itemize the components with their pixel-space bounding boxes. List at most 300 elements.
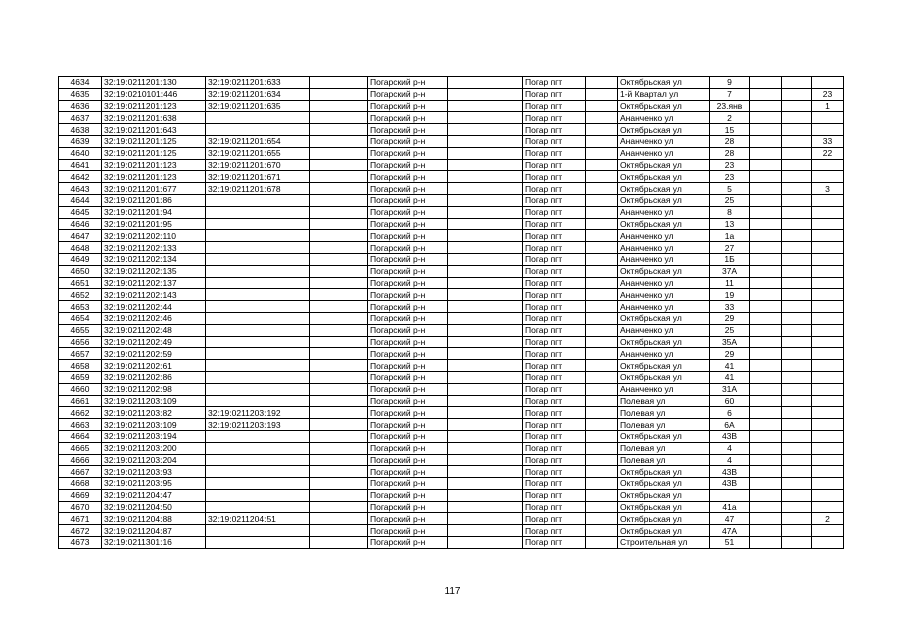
- house-number-cell: 6: [710, 407, 750, 419]
- house-number-cell: 23: [710, 171, 750, 183]
- blank-cell: [586, 253, 618, 265]
- street-cell: Полевая ул: [618, 442, 710, 454]
- apartment-cell: [812, 159, 844, 171]
- row-number-cell: 4655: [59, 324, 102, 336]
- row-number-cell: 4638: [59, 124, 102, 136]
- district-cell: Погарский р-н: [368, 253, 448, 265]
- blank-cell: [750, 383, 782, 395]
- blank-cell: [586, 171, 618, 183]
- cadastral-number-cell: 32:19:0211203:200: [102, 442, 206, 454]
- blank-cell: [586, 277, 618, 289]
- related-cadastral-number-cell: [206, 301, 310, 313]
- blank-cell: [448, 466, 523, 478]
- apartment-cell: [812, 466, 844, 478]
- blank-cell: [750, 371, 782, 383]
- blank-cell: [448, 525, 523, 537]
- blank-cell: [310, 230, 368, 242]
- blank-cell: [448, 442, 523, 454]
- apartment-cell: [812, 312, 844, 324]
- cadastral-number-cell: 32:19:0211202:49: [102, 336, 206, 348]
- cadastral-number-cell: 32:19:0211204:50: [102, 501, 206, 513]
- blank-cell: [448, 135, 523, 147]
- blank-cell: [448, 206, 523, 218]
- blank-cell: [310, 371, 368, 383]
- blank-cell: [586, 454, 618, 466]
- apartment-cell: 33: [812, 135, 844, 147]
- row-number-cell: 4645: [59, 206, 102, 218]
- house-number-cell: 23: [710, 159, 750, 171]
- district-cell: Погарский р-н: [368, 419, 448, 431]
- apartment-cell: [812, 242, 844, 254]
- blank-cell: [586, 265, 618, 277]
- table-row: [59, 454, 844, 466]
- district-cell: Погарский р-н: [368, 218, 448, 230]
- blank-cell: [310, 478, 368, 490]
- related-cadastral-number-cell: [206, 537, 310, 549]
- related-cadastral-number-cell: [206, 395, 310, 407]
- table-row: [59, 419, 844, 431]
- related-cadastral-number-cell: [206, 324, 310, 336]
- blank-cell: [750, 124, 782, 136]
- table-row: [59, 407, 844, 419]
- row-number-cell: 4635: [59, 88, 102, 100]
- locality-cell: Погар пгт: [523, 301, 586, 313]
- table-row: [59, 430, 844, 442]
- blank-cell: [310, 206, 368, 218]
- row-number-cell: 4644: [59, 194, 102, 206]
- table-row: [59, 277, 844, 289]
- district-cell: Погарский р-н: [368, 360, 448, 372]
- apartment-cell: [812, 277, 844, 289]
- blank-cell: [448, 336, 523, 348]
- blank-cell: [750, 206, 782, 218]
- cadastral-number-cell: 32:19:0211201:123: [102, 171, 206, 183]
- blank-cell: [782, 430, 812, 442]
- blank-cell: [782, 478, 812, 490]
- blank-cell: [782, 253, 812, 265]
- street-cell: Полевая ул: [618, 407, 710, 419]
- row-number-cell: 4654: [59, 312, 102, 324]
- district-cell: Погарский р-н: [368, 442, 448, 454]
- cadastral-number-cell: 32:19:0211203:95: [102, 478, 206, 490]
- district-cell: Погарский р-н: [368, 489, 448, 501]
- row-number-cell: 4641: [59, 159, 102, 171]
- blank-cell: [586, 383, 618, 395]
- table-row: [59, 206, 844, 218]
- house-number-cell: 51: [710, 537, 750, 549]
- district-cell: Погарский р-н: [368, 336, 448, 348]
- related-cadastral-number-cell: [206, 253, 310, 265]
- district-cell: Погарский р-н: [368, 466, 448, 478]
- blank-cell: [448, 383, 523, 395]
- blank-cell: [782, 454, 812, 466]
- street-cell: Ананченко ул: [618, 135, 710, 147]
- blank-cell: [310, 454, 368, 466]
- cadastral-number-cell: 32:19:0211202:137: [102, 277, 206, 289]
- apartment-cell: [812, 360, 844, 372]
- blank-cell: [750, 88, 782, 100]
- blank-cell: [782, 513, 812, 525]
- street-cell: Ананченко ул: [618, 383, 710, 395]
- blank-cell: [310, 253, 368, 265]
- locality-cell: Погар пгт: [523, 430, 586, 442]
- blank-cell: [448, 489, 523, 501]
- locality-cell: Погар пгт: [523, 407, 586, 419]
- related-cadastral-number-cell: 32:19:0211201:671: [206, 171, 310, 183]
- street-cell: Ананченко ул: [618, 242, 710, 254]
- blank-cell: [310, 194, 368, 206]
- cadastral-number-cell: 32:19:0211202:46: [102, 312, 206, 324]
- related-cadastral-number-cell: 32:19:0211204:51: [206, 513, 310, 525]
- locality-cell: Погар пгт: [523, 371, 586, 383]
- blank-cell: [586, 312, 618, 324]
- cadastral-number-cell: 32:19:0211202:86: [102, 371, 206, 383]
- blank-cell: [586, 537, 618, 549]
- blank-cell: [782, 194, 812, 206]
- apartment-cell: 1: [812, 100, 844, 112]
- district-cell: Погарский р-н: [368, 312, 448, 324]
- blank-cell: [586, 77, 618, 89]
- blank-cell: [310, 348, 368, 360]
- blank-cell: [310, 336, 368, 348]
- blank-cell: [310, 289, 368, 301]
- locality-cell: Погар пгт: [523, 466, 586, 478]
- row-number-cell: 4634: [59, 77, 102, 89]
- street-cell: Ананченко ул: [618, 324, 710, 336]
- related-cadastral-number-cell: [206, 218, 310, 230]
- table-row: [59, 395, 844, 407]
- row-number-cell: 4663: [59, 419, 102, 431]
- table-row: [59, 301, 844, 313]
- blank-cell: [310, 442, 368, 454]
- blank-cell: [750, 454, 782, 466]
- blank-cell: [310, 183, 368, 195]
- blank-cell: [310, 159, 368, 171]
- blank-cell: [586, 525, 618, 537]
- blank-cell: [310, 395, 368, 407]
- apartment-cell: [812, 206, 844, 218]
- house-number-cell: 35А: [710, 336, 750, 348]
- table-row: [59, 537, 844, 549]
- blank-cell: [782, 88, 812, 100]
- street-cell: Ананченко ул: [618, 112, 710, 124]
- district-cell: Погарский р-н: [368, 206, 448, 218]
- related-cadastral-number-cell: [206, 371, 310, 383]
- street-cell: Октябрьская ул: [618, 525, 710, 537]
- blank-cell: [782, 147, 812, 159]
- blank-cell: [310, 466, 368, 478]
- table-row: [59, 442, 844, 454]
- blank-cell: [586, 135, 618, 147]
- apartment-cell: [812, 383, 844, 395]
- blank-cell: [310, 430, 368, 442]
- apartment-cell: [812, 77, 844, 89]
- district-cell: Погарский р-н: [368, 501, 448, 513]
- blank-cell: [782, 312, 812, 324]
- locality-cell: Погар пгт: [523, 100, 586, 112]
- cadastral-number-cell: 32:19:0211202:98: [102, 383, 206, 395]
- blank-cell: [310, 124, 368, 136]
- related-cadastral-number-cell: [206, 242, 310, 254]
- related-cadastral-number-cell: 32:19:0211201:655: [206, 147, 310, 159]
- locality-cell: Погар пгт: [523, 147, 586, 159]
- blank-cell: [750, 230, 782, 242]
- cadastral-number-cell: 32:19:0211201:638: [102, 112, 206, 124]
- blank-cell: [586, 324, 618, 336]
- apartment-cell: [812, 301, 844, 313]
- street-cell: Октябрьская ул: [618, 430, 710, 442]
- blank-cell: [448, 312, 523, 324]
- row-number-cell: 4643: [59, 183, 102, 195]
- cadastral-number-cell: 32:19:0210101:446: [102, 88, 206, 100]
- district-cell: Погарский р-н: [368, 183, 448, 195]
- cadastral-number-cell: 32:19:0211201:95: [102, 218, 206, 230]
- locality-cell: Погар пгт: [523, 513, 586, 525]
- cadastral-number-cell: 32:19:0211203:204: [102, 454, 206, 466]
- district-cell: Погарский р-н: [368, 88, 448, 100]
- blank-cell: [750, 277, 782, 289]
- blank-cell: [448, 454, 523, 466]
- cadastral-number-cell: 32:19:0211202:48: [102, 324, 206, 336]
- row-number-cell: 4652: [59, 289, 102, 301]
- page-number: 117: [444, 586, 461, 597]
- related-cadastral-number-cell: [206, 124, 310, 136]
- cadastral-number-cell: 32:19:0211202:44: [102, 301, 206, 313]
- street-cell: Октябрьская ул: [618, 501, 710, 513]
- street-cell: Октябрьская ул: [618, 513, 710, 525]
- district-cell: Погарский р-н: [368, 100, 448, 112]
- locality-cell: Погар пгт: [523, 383, 586, 395]
- cadastral-number-cell: 32:19:0211201:123: [102, 100, 206, 112]
- street-cell: Октябрьская ул: [618, 159, 710, 171]
- blank-cell: [750, 171, 782, 183]
- blank-cell: [586, 124, 618, 136]
- apartment-cell: [812, 395, 844, 407]
- apartment-cell: [812, 371, 844, 383]
- row-number-cell: 4669: [59, 489, 102, 501]
- house-number-cell: 28: [710, 135, 750, 147]
- blank-cell: [448, 371, 523, 383]
- blank-cell: [782, 348, 812, 360]
- house-number-cell: 5: [710, 183, 750, 195]
- blank-cell: [310, 277, 368, 289]
- apartment-cell: [812, 124, 844, 136]
- blank-cell: [448, 395, 523, 407]
- related-cadastral-number-cell: [206, 194, 310, 206]
- locality-cell: Погар пгт: [523, 194, 586, 206]
- blank-cell: [448, 513, 523, 525]
- row-number-cell: 4636: [59, 100, 102, 112]
- blank-cell: [782, 501, 812, 513]
- blank-cell: [586, 466, 618, 478]
- street-cell: Октябрьская ул: [618, 466, 710, 478]
- table-row: [59, 312, 844, 324]
- house-number-cell: [710, 489, 750, 501]
- row-number-cell: 4642: [59, 171, 102, 183]
- locality-cell: Погар пгт: [523, 88, 586, 100]
- blank-cell: [782, 466, 812, 478]
- house-number-cell: 43В: [710, 430, 750, 442]
- blank-cell: [586, 194, 618, 206]
- row-number-cell: 4668: [59, 478, 102, 490]
- blank-cell: [310, 100, 368, 112]
- related-cadastral-number-cell: [206, 360, 310, 372]
- cadastral-number-cell: 32:19:0211201:86: [102, 194, 206, 206]
- blank-cell: [448, 171, 523, 183]
- related-cadastral-number-cell: [206, 383, 310, 395]
- blank-cell: [448, 147, 523, 159]
- street-cell: Ананченко ул: [618, 206, 710, 218]
- table-row: [59, 112, 844, 124]
- house-number-cell: 4: [710, 442, 750, 454]
- table-row: [59, 159, 844, 171]
- locality-cell: Погар пгт: [523, 159, 586, 171]
- row-number-cell: 4666: [59, 454, 102, 466]
- house-number-cell: 2: [710, 112, 750, 124]
- cadastral-number-cell: 32:19:0211202:59: [102, 348, 206, 360]
- apartment-cell: [812, 265, 844, 277]
- table-row: [59, 324, 844, 336]
- blank-cell: [782, 371, 812, 383]
- locality-cell: Погар пгт: [523, 360, 586, 372]
- table-row: [59, 289, 844, 301]
- blank-cell: [782, 525, 812, 537]
- house-number-cell: 11: [710, 277, 750, 289]
- blank-cell: [586, 336, 618, 348]
- locality-cell: Погар пгт: [523, 419, 586, 431]
- blank-cell: [750, 513, 782, 525]
- district-cell: Погарский р-н: [368, 430, 448, 442]
- cadastral-number-cell: 32:19:0211201:94: [102, 206, 206, 218]
- blank-cell: [782, 336, 812, 348]
- row-number-cell: 4671: [59, 513, 102, 525]
- blank-cell: [750, 537, 782, 549]
- related-cadastral-number-cell: 32:19:0211201:635: [206, 100, 310, 112]
- street-cell: Октябрьская ул: [618, 194, 710, 206]
- locality-cell: Погар пгт: [523, 77, 586, 89]
- blank-cell: [310, 77, 368, 89]
- house-number-cell: 13: [710, 218, 750, 230]
- blank-cell: [750, 159, 782, 171]
- locality-cell: Погар пгт: [523, 265, 586, 277]
- cadastral-number-cell: 32:19:0211202:61: [102, 360, 206, 372]
- row-number-cell: 4657: [59, 348, 102, 360]
- table-body: [59, 77, 844, 549]
- locality-cell: Погар пгт: [523, 324, 586, 336]
- cadastral-number-cell: 32:19:0211202:110: [102, 230, 206, 242]
- related-cadastral-number-cell: [206, 265, 310, 277]
- blank-cell: [586, 360, 618, 372]
- blank-cell: [448, 77, 523, 89]
- apartment-cell: [812, 489, 844, 501]
- blank-cell: [782, 289, 812, 301]
- blank-cell: [782, 301, 812, 313]
- blank-cell: [750, 289, 782, 301]
- table-row: [59, 360, 844, 372]
- cadastral-number-cell: 32:19:0211204:87: [102, 525, 206, 537]
- blank-cell: [750, 324, 782, 336]
- blank-cell: [448, 301, 523, 313]
- table-row: [59, 513, 844, 525]
- blank-cell: [586, 289, 618, 301]
- apartment-cell: [812, 194, 844, 206]
- blank-cell: [586, 478, 618, 490]
- related-cadastral-number-cell: [206, 112, 310, 124]
- blank-cell: [782, 124, 812, 136]
- blank-cell: [448, 124, 523, 136]
- locality-cell: Погар пгт: [523, 537, 586, 549]
- locality-cell: Погар пгт: [523, 112, 586, 124]
- blank-cell: [750, 183, 782, 195]
- blank-cell: [782, 383, 812, 395]
- cadastral-number-cell: 32:19:0211204:88: [102, 513, 206, 525]
- related-cadastral-number-cell: [206, 478, 310, 490]
- row-number-cell: 4670: [59, 501, 102, 513]
- house-number-cell: 29: [710, 312, 750, 324]
- house-number-cell: 19: [710, 289, 750, 301]
- district-cell: Погарский р-н: [368, 242, 448, 254]
- table-row: [59, 88, 844, 100]
- blank-cell: [448, 419, 523, 431]
- locality-cell: Погар пгт: [523, 206, 586, 218]
- related-cadastral-number-cell: 32:19:0211201:670: [206, 159, 310, 171]
- blank-cell: [586, 206, 618, 218]
- cadastral-number-cell: 32:19:0211203:194: [102, 430, 206, 442]
- related-cadastral-number-cell: 32:19:0211201:634: [206, 88, 310, 100]
- house-number-cell: 27: [710, 242, 750, 254]
- blank-cell: [782, 324, 812, 336]
- blank-cell: [586, 348, 618, 360]
- blank-cell: [586, 395, 618, 407]
- blank-cell: [586, 147, 618, 159]
- apartment-cell: [812, 112, 844, 124]
- blank-cell: [448, 277, 523, 289]
- house-number-cell: 60: [710, 395, 750, 407]
- apartment-cell: [812, 501, 844, 513]
- blank-cell: [310, 88, 368, 100]
- table-row: [59, 501, 844, 513]
- blank-cell: [782, 360, 812, 372]
- table-row: [59, 371, 844, 383]
- locality-cell: Погар пгт: [523, 348, 586, 360]
- blank-cell: [448, 348, 523, 360]
- house-number-cell: 25: [710, 194, 750, 206]
- district-cell: Погарский р-н: [368, 371, 448, 383]
- apartment-cell: [812, 171, 844, 183]
- apartment-cell: [812, 478, 844, 490]
- register-table: [58, 76, 844, 549]
- locality-cell: Погар пгт: [523, 478, 586, 490]
- related-cadastral-number-cell: 32:19:0211201:654: [206, 135, 310, 147]
- house-number-cell: 8: [710, 206, 750, 218]
- locality-cell: Погар пгт: [523, 242, 586, 254]
- house-number-cell: 15: [710, 124, 750, 136]
- blank-cell: [310, 537, 368, 549]
- blank-cell: [310, 501, 368, 513]
- house-number-cell: 28: [710, 147, 750, 159]
- blank-cell: [750, 147, 782, 159]
- blank-cell: [782, 277, 812, 289]
- related-cadastral-number-cell: [206, 501, 310, 513]
- blank-cell: [586, 419, 618, 431]
- cadastral-number-cell: 32:19:0211203:109: [102, 395, 206, 407]
- blank-cell: [750, 442, 782, 454]
- locality-cell: Погар пгт: [523, 124, 586, 136]
- house-number-cell: 7: [710, 88, 750, 100]
- blank-cell: [750, 265, 782, 277]
- related-cadastral-number-cell: [206, 336, 310, 348]
- district-cell: Погарский р-н: [368, 395, 448, 407]
